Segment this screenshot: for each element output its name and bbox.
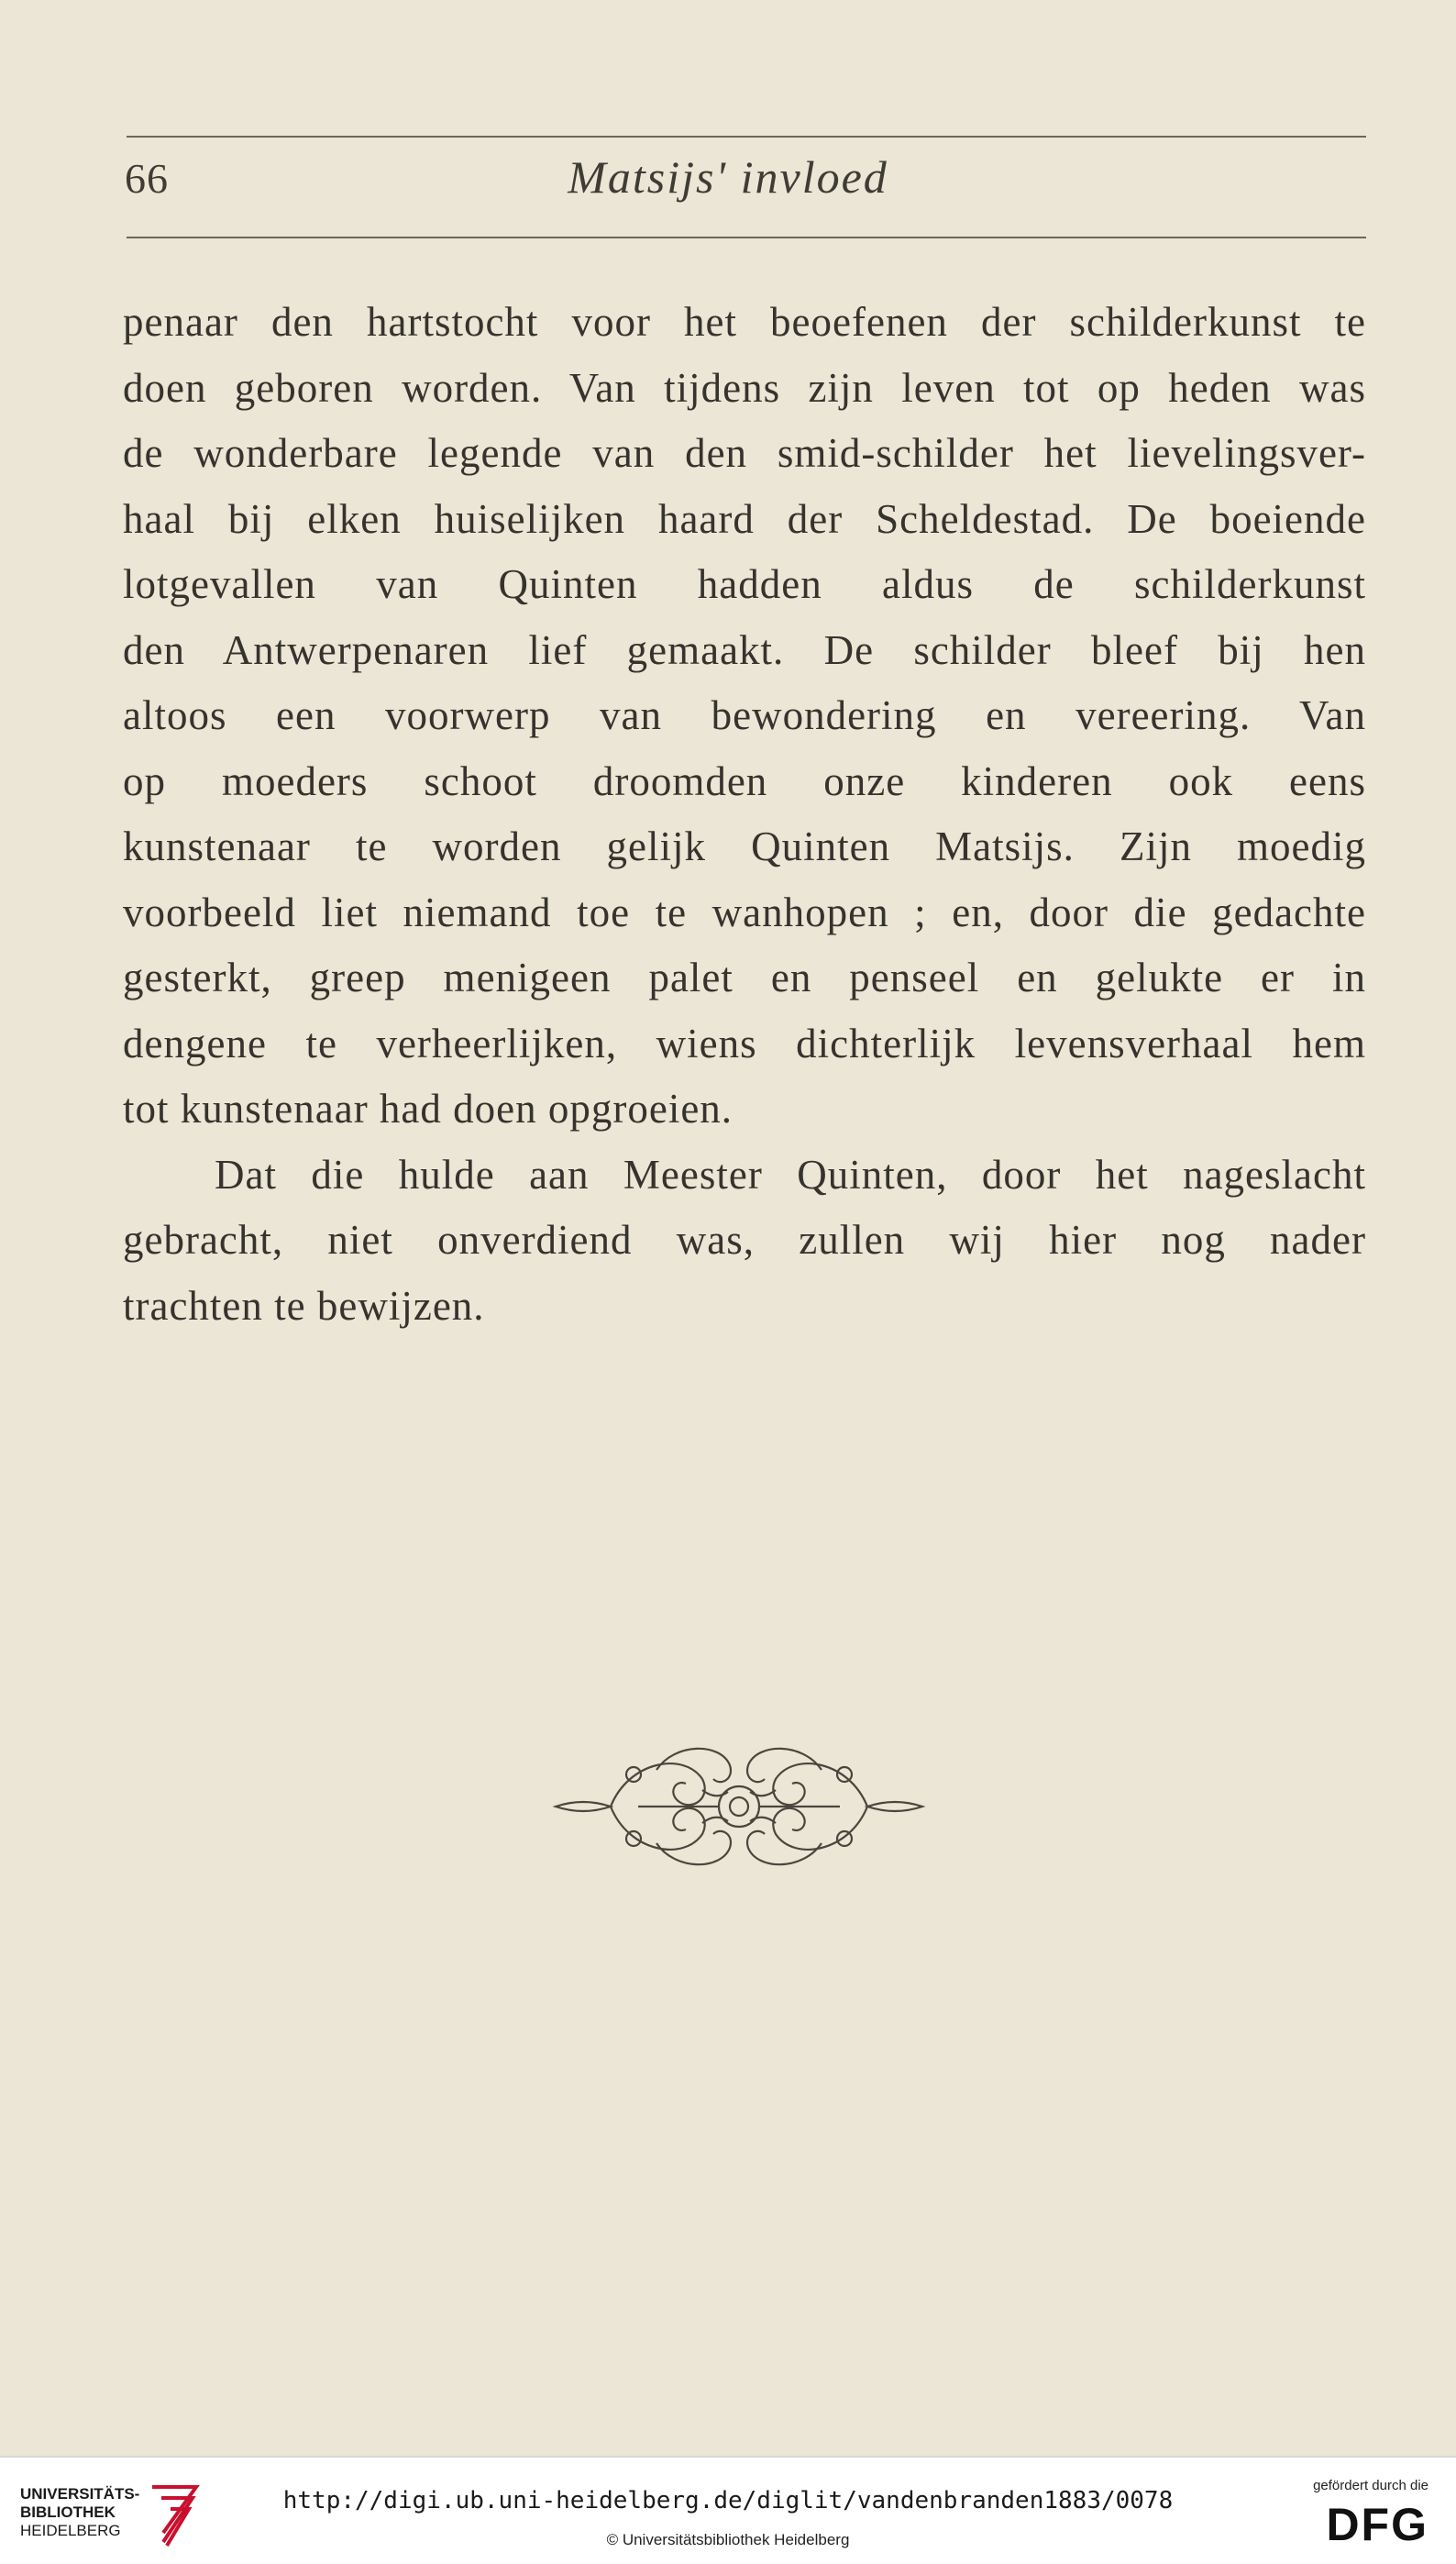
paragraph-end-line: trachten te bewijzen. bbox=[123, 1282, 485, 1329]
header-rule-top bbox=[127, 136, 1366, 138]
dfg-logo: DFG bbox=[1326, 2499, 1428, 2550]
text-line: penaar den hartstocht voor het beoefenen der schilderkunst te bbox=[123, 299, 1366, 345]
copyright-notice: © Universitätsbibliothek Heidelberg bbox=[606, 2531, 850, 2548]
body-text bbox=[123, 290, 1366, 1339]
text-line: op moeders schoot droomden onze kinderen ook eens bbox=[123, 757, 1366, 804]
text-line: kunstenaar te worden gelijk Quinten Matsijs. Zijn moedig bbox=[123, 823, 1366, 869]
text-line: haal bij elken huiselijken haard der Scheldestad. De boeiende bbox=[123, 495, 1366, 542]
library-line-1: UNIVERSITÄTS- bbox=[20, 2485, 140, 2503]
text-line: doen geboren worden. Van tijdens zijn leven tot op heden was bbox=[123, 364, 1366, 411]
page-number: 66 bbox=[125, 155, 169, 202]
text-line: altoos een voorwerp van bewondering en vereering. Van bbox=[123, 692, 1366, 738]
running-title: Matsijs' invloed bbox=[568, 151, 888, 203]
floral-vignette-ornament-icon bbox=[546, 1733, 932, 1880]
paragraph-start-line: Dat die hulde aan Meester Quinten, door het nageslacht bbox=[215, 1151, 1366, 1198]
text-line: dengene te verheerlijken, wiens dichterlijk levensverhaal hem bbox=[123, 1020, 1366, 1066]
text-line: voorbeeld liet niemand toe te wanhopen ; en, door die gedachte bbox=[123, 889, 1366, 935]
text-line: gebracht, niet onverdiend was, zullen wij hier nog nader bbox=[123, 1217, 1366, 1263]
text-line: gesterkt, greep menigeen palet en penseel en gelukte er in bbox=[123, 955, 1366, 1000]
funder-label: gefördert durch die bbox=[1313, 2478, 1428, 2493]
library-line-2: BIBLIOTHEK bbox=[20, 2503, 116, 2521]
library-line-3: HEIDELBERG bbox=[20, 2522, 121, 2539]
text-line: den Antwerpenaren lief gemaakt. De schilder bleef bij hen bbox=[123, 626, 1366, 673]
digitization-footer bbox=[0, 2456, 1456, 2564]
paragraph-end-line: tot kunstenaar had doen opgroeien. bbox=[123, 1086, 734, 1132]
header-rule-bottom bbox=[127, 237, 1366, 238]
text-line: de wonderbare legende van den smid-schilder het lievelingsver- bbox=[123, 430, 1366, 476]
permalink-url[interactable]: http://digi.ub.uni-heidelberg.de/diglit/vandenbranden1883/0078 bbox=[282, 2487, 1174, 2514]
text-line: lotgevallen van Quinten hadden aldus de schilderkunst bbox=[123, 561, 1366, 607]
